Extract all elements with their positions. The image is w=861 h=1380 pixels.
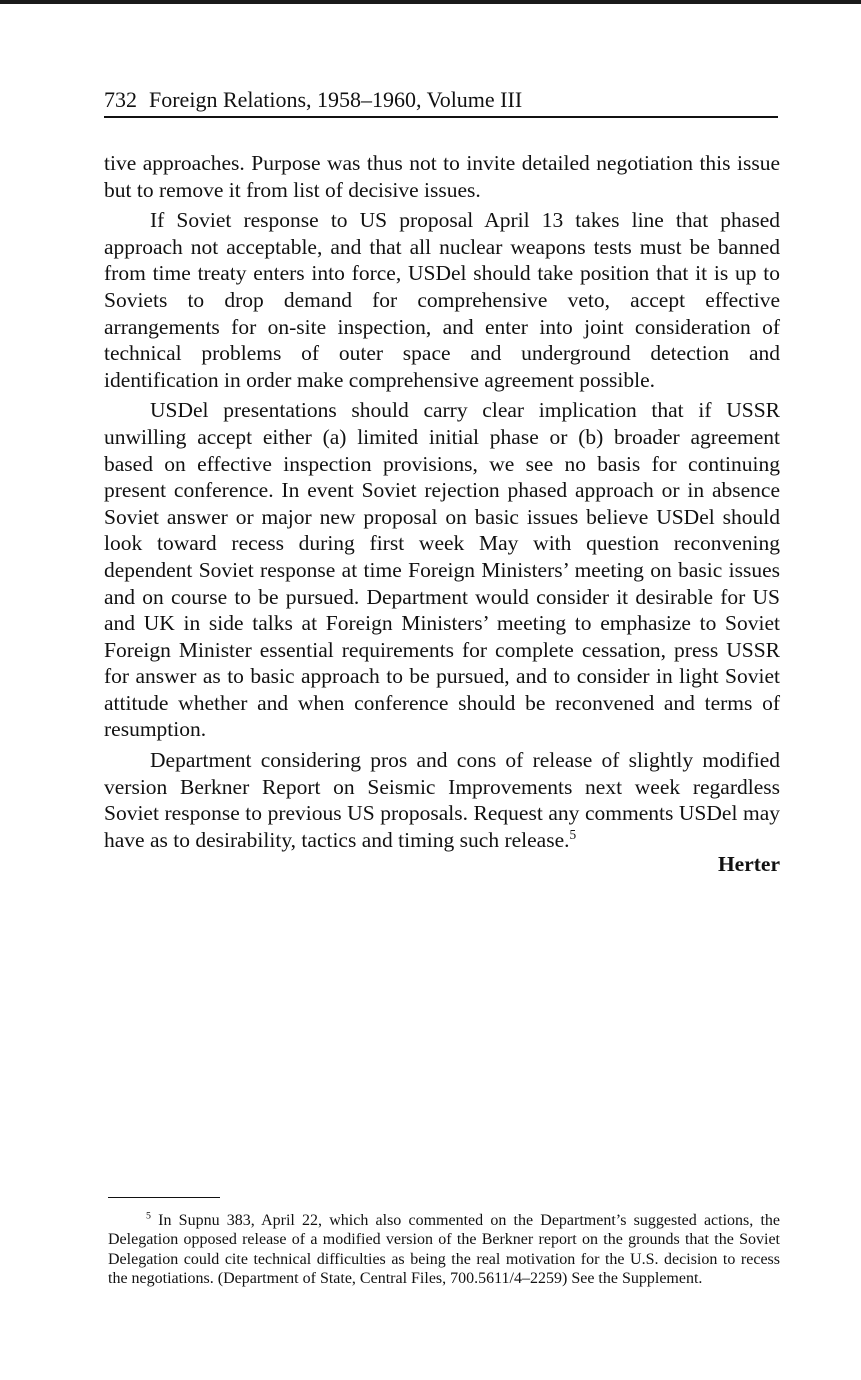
footnote-reference: 5 [569, 826, 577, 842]
footnote-divider [108, 1197, 220, 1198]
running-header [104, 86, 778, 118]
document-body [104, 150, 780, 857]
page-number: 732 [104, 87, 137, 112]
paragraph-continuation: tive approaches. Purpose was thus not to invite detailed negotiation this issue but to remove it from list of decisive issues. [104, 151, 780, 202]
signature: Herter [717, 852, 780, 876]
paragraph-soviet-response: If Soviet response to US proposal April 13 takes line that phased approach not acceptable, and that all nuclear weapons tests must be banned from time treaty enters into force, USDel should take position that it is up to Soviets to drop demand for comprehensive veto, accept effective arrangements for on-site inspection, and enter into joint consideration of technical problems of outer space and underground detection and identification in order make comprehensive agreement possible. [104, 208, 780, 392]
running-title: Foreign Relations, 1958–1960, Volume III [149, 87, 523, 112]
footnote [108, 1211, 780, 1288]
paragraph-usdel-presentations: USDel presentations should carry clear implication that if USSR unwilling accept either (a) limited initial phase or (b) broader agreement based on effective inspection provisions, we see no basis for continuing present conference. In event Soviet rejection phased approach or in absence Soviet answer or major new proposal on basic issues believe USDel should look toward recess during first week May with question reconvening dependent Soviet response at time Foreign Ministers’ meeting on basic issues and on course to be pursued. Department would consider it desirable for US and UK in side talks at Foreign Ministers’ meeting to emphasize to Soviet Foreign Minister essential requirements for complete cessation, press USSR for answer as to basic approach to be pursued, and to consider in light Soviet attitude whether and when conference should be reconvened and terms of resumption. [104, 398, 780, 742]
footnote-marker: 5 [146, 1210, 151, 1222]
paragraph-berkner-report-text: Department considering pros and cons of release of slightly modified version Berkner Report on Seismic Improvements next week regardless Soviet response to previous US proposals. Request any comments USDel may have as to desirability, tactics and timing such release. [104, 748, 780, 852]
footnote-text: In Supnu 383, April 22, which also commented on the Department’s suggested actions, the Delegation opposed release of a modified version of the Berkner report on the grounds that the Soviet Delegation could cite technical difficulties as being the real motivation for the U.S. decision to recess the negotiations. (Department of State, Central Files, 700.5611/4–2259) See the Supplement. [108, 1212, 781, 1287]
footnote-paragraph [108, 1211, 780, 1288]
paragraph-berkner-report [104, 747, 780, 853]
page-top-border [0, 0, 861, 4]
